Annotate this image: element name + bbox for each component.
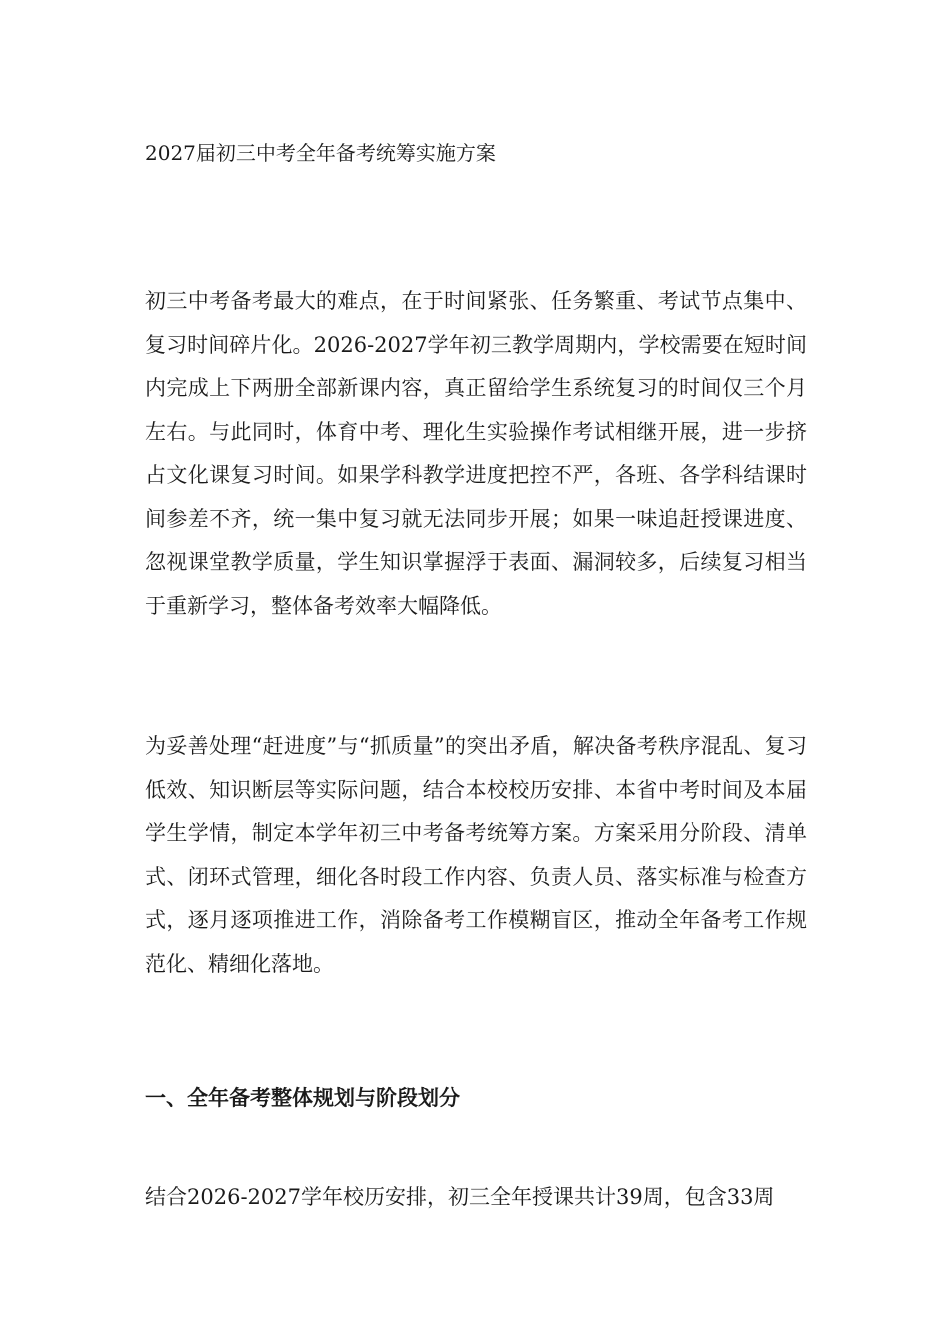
document-title: 2027届初三中考全年备考统筹实施方案 [145,141,496,165]
body-paragraph: 结合2026-2027学年校历安排，初三全年授课共计39周，包含33周 [145,1185,775,1209]
body-paragraph: 为妥善处理“赶进度”与“抓质量”的突出矛盾，解决备考秩序混乱、复习低效、知识断层等实际问题，结合本校校历安排、本省中考时间及本届学生学情，制定本学年初三中考备考统筹方案。方案采用分阶段、清单式、闭环式管理，细化各时段工作内容、负责人员、落实标准与检查方式，逐月逐项推进工作，消除备考工作模糊盲区，推动全年备考工作规范化、精细化落地。 [145,734,807,976]
body-paragraph: 初三中考备考最大的难点，在于时间紧张、任务繁重、考试节点集中、复习时间碎片化。2026-2027学年初三教学周期内，学校需要在短时间内完成上下两册全部新课内容，真正留给学生系统复习的时间仅三个月左右。与此同时，体育中考、理化生实验操作考试相继开展，进一步挤占文化课复习时间。如果学科教学进度把控不严，各班、各学科结课时间参差不齐，统一集中复习就无法同步开展；如果一味追赶授课进度、忽视课堂教学质量，学生知识掌握浮于表面、漏洞较多，后续复习相当于重新学习，整体备考效率大幅降低。 [145,289,807,618]
section-heading: 一、全年备考整体规划与阶段划分 [145,1085,460,1110]
